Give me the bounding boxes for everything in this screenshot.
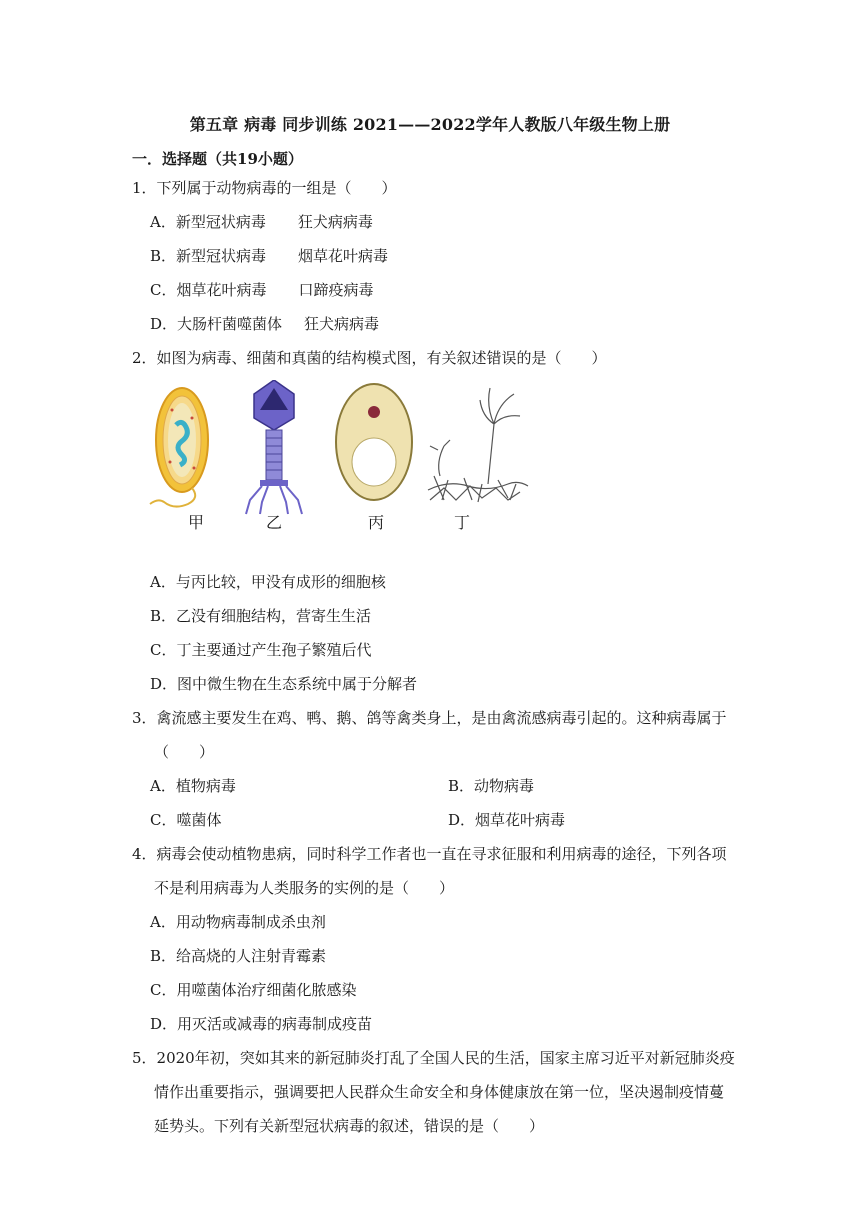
option-text: A．新型冠状病毒 bbox=[150, 213, 266, 231]
question-5-stem: 5．2020年初，突如其来的新冠肺炎打乱了全国人民的生活，国家主席习近平对新冠肺炎疫 bbox=[132, 1049, 735, 1067]
question-5-stem-continued-2: 延势头。下列有关新型冠状病毒的叙述，错误的是（ ） bbox=[154, 1117, 545, 1135]
microorganism-figure bbox=[148, 380, 548, 530]
document-title: 第五章 病毒 同步训练 2021——2022学年人教版八年级生物上册 bbox=[189, 115, 671, 134]
question-4-option-a: A．用动物病毒制成杀虫剂 bbox=[150, 913, 326, 931]
question-3-option-a: A．植物病毒 bbox=[150, 777, 236, 795]
question-4-stem-continued: 不是利用病毒为人类服务的实例的是（ ） bbox=[154, 879, 455, 897]
question-3-stem: 3．禽流感主要发生在鸡、鸭、鹅、鸽等禽类身上，是由禽流感病毒引起的。这种病毒属于 bbox=[132, 709, 727, 727]
question-4-option-c: C．用噬菌体治疗细菌化脓感染 bbox=[150, 981, 357, 999]
question-1-option-c bbox=[150, 280, 374, 300]
question-2-stem: 2．如图为病毒、细菌和真菌的结构模式图，有关叙述错误的是（ ） bbox=[132, 349, 607, 367]
question-1-stem: 1．下列属于动物病毒的一组是（ ） bbox=[132, 179, 397, 197]
mold-illustration bbox=[428, 388, 528, 502]
question-5-stem-continued-1: 情作出重要指示，强调要把人民群众生命安全和身体健康放在第一位，坚决遏制疫情蔓 bbox=[154, 1083, 725, 1101]
figure-label-bing: 丙 bbox=[368, 513, 385, 532]
question-4-option-d: D．用灭活或减毒的病毒制成疫苗 bbox=[150, 1015, 373, 1033]
section-heading: 一．选择题（共19小题） bbox=[132, 150, 303, 168]
option-text: 狂犬病病毒 bbox=[297, 213, 373, 231]
question-1-option-a bbox=[150, 212, 373, 232]
option-text: B．新型冠状病毒 bbox=[150, 247, 267, 265]
question-4-option-b: B．给高烧的人注射青霉素 bbox=[150, 947, 327, 965]
question-1-option-d bbox=[150, 314, 379, 334]
option-text: 烟草花叶病毒 bbox=[298, 247, 389, 265]
question-2-option-c: C．丁主要通过产生孢子繁殖后代 bbox=[150, 641, 372, 659]
yeast-cell-illustration bbox=[336, 384, 412, 500]
figure-label-jia: 甲 bbox=[188, 513, 205, 532]
question-3-stem-continued: （ ） bbox=[154, 743, 215, 761]
figure-label-yi: 乙 bbox=[266, 513, 283, 532]
figure-label-ding: 丁 bbox=[454, 513, 471, 532]
option-text: C．烟草花叶病毒 bbox=[150, 281, 267, 299]
question-2-option-d: D．图中微生物在生态系统中属于分解者 bbox=[150, 675, 418, 693]
question-2-option-a: A．与丙比较，甲没有成形的细胞核 bbox=[150, 573, 386, 591]
option-text: 狂犬病病毒 bbox=[304, 315, 380, 333]
question-2-option-b: B．乙没有细胞结构，营寄生生活 bbox=[150, 607, 372, 625]
question-3-option-b: B．动物病毒 bbox=[448, 777, 535, 795]
option-text: 口蹄疫病毒 bbox=[298, 281, 374, 299]
question-4-stem: 4．病毒会使动植物患病，同时科学工作者也一直在寻求征服和利用病毒的途径，下列各项 bbox=[132, 845, 727, 863]
bacterium-illustration bbox=[150, 388, 208, 507]
bacteriophage-illustration bbox=[246, 380, 302, 514]
question-3-option-c: C．噬菌体 bbox=[150, 811, 222, 829]
question-1-option-b bbox=[150, 246, 388, 266]
option-text: D．大肠杆菌噬菌体 bbox=[150, 315, 283, 333]
question-3-option-d: D．烟草花叶病毒 bbox=[448, 811, 566, 829]
